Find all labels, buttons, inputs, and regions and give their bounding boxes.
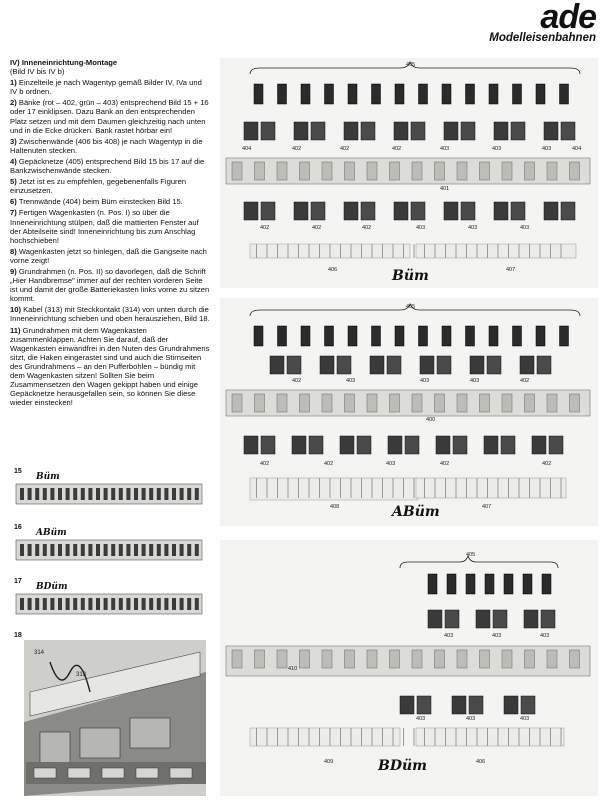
step-text: Fertigen Wagenkasten (n. Pos. I) so über die Inneneinrichtung stülpen, daß die mattierten Fenster auf der Abteilseite sind! Inneneinrichtung bis zum Anschlag hochschieben!	[10, 208, 199, 245]
part-number: 404	[242, 146, 252, 152]
instruction-step	[10, 267, 210, 303]
part-number: 402	[542, 461, 552, 467]
steps-list	[10, 78, 210, 407]
instruction-step	[10, 137, 210, 155]
part-number: 403	[540, 633, 550, 639]
part-number: 404	[572, 146, 582, 152]
part-number: 408	[330, 504, 340, 510]
panel-iva	[220, 298, 598, 526]
part-number: 402	[362, 225, 372, 231]
part-number: 403	[386, 461, 396, 467]
figure-15	[10, 468, 206, 510]
part-number: 400	[426, 417, 436, 423]
step-number: 6)	[10, 197, 19, 207]
figure-caption: BDüm	[36, 582, 68, 592]
step-number: 8)	[10, 246, 19, 256]
part-number: 405	[406, 62, 416, 68]
instruction-step	[10, 98, 210, 134]
part-number: 402	[324, 461, 334, 467]
step-text: Trennwände (404) beim Büm einstecken Bild 15.	[18, 197, 183, 207]
part-number: 402	[260, 225, 270, 231]
instruction-step	[10, 78, 210, 96]
instruction-step	[10, 197, 210, 206]
figure-17	[10, 578, 206, 620]
panel-iv-photo	[220, 58, 598, 288]
part-number: 402	[292, 146, 302, 152]
part-number: 402	[520, 378, 530, 384]
step-number: 5)	[10, 177, 19, 187]
figure-label: 314	[34, 650, 45, 656]
step-number: 7)	[10, 208, 19, 218]
step-text: Wagenkasten jetzt so hinlegen, daß die Gangseite nach vorne zeigt!	[10, 246, 207, 265]
step-text: Gepäcknetze (405) entsprechend Bild 15 bis 17 auf die Bankzwischenwände stecken.	[10, 156, 205, 176]
part-number: 403	[346, 378, 356, 384]
part-number: 402	[392, 146, 402, 152]
step-number: 4)	[10, 156, 19, 166]
part-number: 403	[466, 716, 476, 722]
part-number: 403	[444, 633, 454, 639]
part-number: 402	[260, 461, 270, 467]
part-number: 403	[416, 716, 426, 722]
part-number: 402	[292, 378, 302, 384]
instruction-step	[10, 305, 210, 323]
step-text: Zwischenwände (406 bis 408) je nach Wagentyp in die Haltenuten stecken.	[10, 136, 203, 155]
figure-label: 313	[76, 672, 87, 678]
car-name: ABüm	[392, 504, 440, 520]
car-name: Büm	[392, 268, 429, 284]
brand-logo	[466, 2, 596, 46]
part-number: 402	[340, 146, 350, 152]
part-number: 403	[492, 633, 502, 639]
part-number: 406	[328, 267, 338, 273]
step-number: 11)	[10, 325, 23, 335]
figure-number: 17	[14, 578, 22, 585]
part-number: 409	[324, 759, 334, 765]
brand-subtitle: Modelleisenbahnen	[489, 32, 596, 44]
step-text: Jetzt ist es zu empfehlen, gegebenenfalls Figuren einzusetzen.	[10, 177, 187, 196]
part-number: 403	[416, 225, 426, 231]
part-number: 407	[482, 504, 492, 510]
step-number: 3)	[10, 136, 19, 146]
car-name: BDüm	[378, 758, 427, 774]
part-number: 406	[476, 759, 486, 765]
figure-number: 15	[14, 468, 22, 475]
figure-18	[10, 632, 206, 796]
step-number: 9)	[10, 266, 19, 276]
instruction-step	[10, 208, 210, 244]
step-text: Grundrahmen (n. Pos. II) so davorlegen, daß die Schrift „Hier Handbremse" immer auf der rechten vorderen Seite ist und damit der große Batteriekasten links vorne zu sitzen kommt.	[10, 266, 210, 304]
part-number: 405	[406, 304, 416, 310]
part-number: 405	[466, 552, 476, 558]
part-number: 403	[440, 146, 450, 152]
part-number: 403	[492, 146, 502, 152]
step-text: Bänke (rot – 402, grün – 403) entsprechend Bild 15 + 16 oder 17 einklipsen. Dazu Bank an den entsprechenden Platz setzen und mit dem Daumen gleichzeitig nach unten und in die Ecke drücken. Bank rastet hörbar ein!	[10, 98, 209, 135]
instruction-step	[10, 157, 210, 175]
part-number: 401	[440, 186, 450, 192]
figure-caption: Büm	[36, 472, 60, 482]
step-number: 10)	[10, 305, 24, 315]
part-number: 403	[520, 225, 530, 231]
logo-text: ade	[540, 0, 596, 36]
part-number: 402	[440, 461, 450, 467]
instruction-step	[10, 326, 210, 408]
part-number: 403	[520, 716, 530, 722]
panel-ivb	[220, 540, 598, 796]
part-number: 403	[542, 146, 552, 152]
panel-iva-photo	[220, 298, 598, 526]
panel-iv	[220, 58, 598, 288]
part-number: 410	[288, 666, 298, 672]
part-number: 403	[470, 378, 480, 384]
step-text: Einzelteile je nach Wagentyp gemäß Bilder IV, IVa und IV b ordnen.	[10, 78, 202, 97]
figure-number: 16	[14, 524, 22, 531]
instruction-step	[10, 177, 210, 195]
part-number: 407	[506, 267, 516, 273]
step-text: Grundrahmen mit dem Wagenkasten zusammenklappen. Achten Sie darauf, daß der Wagenkasten einwandfrei in den Nuten des Grundrahmens sitzt, die Haken eingerastet sind und auch die Stirnseiten des Grundrahmens – an den Pufferbohlen – bündig mit dem Wagenkasten sitzen! Sollten Sie beim Zusammensetzen den Wagen gekippt haben und einige Gepäcknetze herausgefallen sein, so können Sie diese wieder einstecken!	[10, 325, 210, 408]
figure-caption: ABüm	[36, 528, 67, 538]
step-number: 1)	[10, 78, 19, 88]
section-subtitle: (Bild IV bis IV b)	[10, 67, 65, 77]
step-text: Kabel (313) mit Steckkontakt (314) von unten durch die Inneneinrichtung schieben und oben herausziehen, Bild 18.	[10, 305, 210, 324]
instruction-text	[10, 58, 210, 409]
part-number: 402	[312, 225, 322, 231]
instruction-step	[10, 247, 210, 265]
figure-16	[10, 524, 206, 566]
section-title: IV) Inneneinrichtung-Montage	[10, 58, 118, 67]
step-number: 2)	[10, 98, 19, 108]
part-number: 403	[468, 225, 478, 231]
part-number: 403	[420, 378, 430, 384]
figure-number: 18	[14, 632, 22, 639]
